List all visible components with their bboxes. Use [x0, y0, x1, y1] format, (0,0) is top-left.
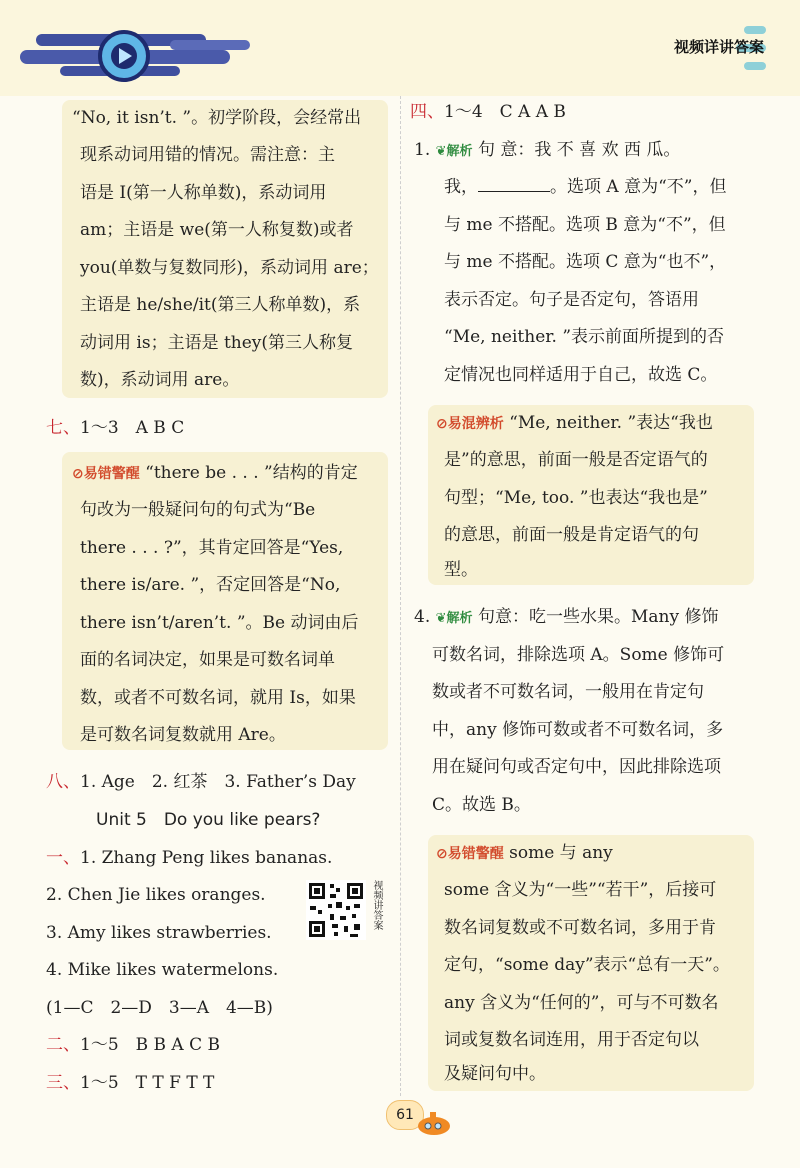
warning-icon: ⊘ [436, 846, 448, 862]
header-title: 视频详讲答案 [673, 38, 764, 56]
warning-icon: ⊘ [436, 416, 448, 432]
answer-line: 3. Amy likes strawberries. [46, 923, 272, 943]
answer-text: 1～4 C A A B [444, 102, 566, 122]
section-number: 一、 [46, 848, 80, 868]
answer-line: 4. Mike likes watermelons. [46, 960, 279, 980]
explanation-line: 表示否定。句子是否定句，答语用 [444, 290, 699, 310]
explanation-line: 可数名词，排除选项 A。Some 修饰可 [432, 645, 725, 665]
note-line: there . . . ?”，其肯定回答是“Yes, [80, 538, 344, 558]
answer-q2 [46, 1027, 220, 1065]
answer-text: 1. Age 2. 红茶 3. Father’s Day [80, 772, 356, 792]
note-line [436, 405, 713, 444]
note-line: 面的名词决定，如果是可数名词单 [80, 650, 335, 670]
explanation-line: 与 me 不搭配。选项 C 意为“也不”， [444, 252, 727, 272]
note-line: you(单数与复数同形)，系动词用 are； [80, 258, 379, 278]
note-line: 语是 I(第一人称单数)，系动词用 [80, 183, 327, 203]
answer-q7 [46, 410, 184, 448]
explanation-1 [414, 132, 680, 171]
note-line: there isn’t/aren’t. ”。Be 动词由后 [80, 613, 359, 633]
answer-q1 [46, 840, 332, 878]
note-line: 数)，系动词用 are。 [80, 370, 240, 390]
note-first-line: some 与 any [509, 843, 613, 863]
explanation-line: 中，any 修饰可数或者不可数名词，多 [432, 720, 724, 740]
note-first-line: “Me, neither. ”表达“我也 [509, 413, 713, 433]
section-number: 七、 [46, 418, 80, 438]
analysis-tag: ❦解析 [435, 611, 473, 626]
warning-tag: ⊘易错警醒 [436, 846, 504, 862]
note-line [436, 835, 613, 874]
note-first-line: “there be . . . ”结构的肯定 [145, 463, 358, 483]
warning-tag: ⊘易错警醒 [72, 466, 140, 482]
note-line: 动词用 is；主语是 they(第三人称复 [80, 333, 354, 353]
unit-title: Unit 5 Do you like pears? [96, 810, 321, 830]
explanation-line [444, 169, 726, 207]
answer-line: (1—C 2—D 3—A 4—B) [46, 998, 273, 1018]
answer-text: 1～3 A B C [80, 418, 185, 438]
answer-text: 1～5 B B A C B [80, 1035, 221, 1055]
note-line: 句改为一般疑问句的句式为“Be [80, 500, 316, 520]
explanation-line: 数或者不可数名词，一般用在肯定句 [432, 682, 704, 702]
note-line: 数，或者不可数名词，就用 Is，如果 [80, 688, 356, 708]
confusion-tag: ⊘易混辨析 [436, 416, 504, 432]
page-number: 61 [386, 1100, 424, 1130]
answer-q3 [46, 1065, 214, 1103]
explanation-first-line: 句意：吃一些水果。Many 修饰 [477, 607, 719, 627]
answer-text: 1. Zhang Peng likes bananas. [80, 848, 333, 868]
warning-icon: ⊘ [72, 466, 84, 482]
submarine-icon [412, 1108, 454, 1138]
qr-label: 视频讲答案 [371, 880, 382, 930]
section-number: 三、 [46, 1073, 80, 1093]
note-line: 句型；“Me, too. ”也表达“我也是” [444, 488, 708, 508]
explanation-4 [414, 599, 718, 638]
section-number: 四、 [410, 102, 444, 122]
answer-q4 [410, 94, 566, 132]
leaf-icon: ❦ [435, 611, 447, 626]
section-number: 二、 [46, 1035, 80, 1055]
item-number: 4. [414, 607, 431, 627]
explanation-line: 与 me 不搭配。选项 B 意为“不”，但 [444, 215, 726, 235]
note-line: 主语是 he/she/it(第三人称单数)，系 [80, 295, 361, 315]
note-line: 的意思，前面一般是肯定语气的句 [444, 525, 699, 545]
note-line: 是”的意思，前面一般是否定语气的 [444, 450, 708, 470]
note-line: some 含义为“一些”“若干”，后接可 [444, 880, 717, 900]
blank-suffix: 。选项 A 意为“不”，但 [550, 177, 727, 197]
item-number: 1. [414, 140, 431, 160]
note-line: 型。 [444, 560, 478, 580]
blank-prefix: 我， [444, 177, 478, 197]
qr-code-icon[interactable] [306, 880, 366, 940]
answer-q8 [46, 764, 356, 802]
analysis-tag: ❦解析 [435, 144, 473, 159]
answer-blank [478, 169, 550, 192]
explanation-first-line: 句 意：我 不 喜 欢 西 瓜。 [477, 140, 681, 160]
note-line: 数名词复数或不可数名词，多用于肯 [444, 918, 716, 938]
explanation-line: C。故选 B。 [432, 795, 531, 815]
column-divider [400, 96, 401, 1096]
explanation-line: “Me, neither. ”表示前面所提到的否 [444, 327, 725, 347]
answer-line: 2. Chen Jie likes oranges. [46, 885, 266, 905]
explanation-line: 用在疑问句或否定句中，因此排除选项 [432, 757, 721, 777]
note-line: there is/are. ”，否定回答是“No, [80, 575, 341, 595]
note-line [72, 455, 358, 494]
note-line: any 含义为“任何的”，可与不可数名 [444, 993, 719, 1013]
leaf-icon: ❦ [435, 144, 447, 159]
explanation-line: 定情况也同样适用于自己，故选 C。 [444, 365, 718, 385]
note-line: 词或复数名词连用，用于否定句以 [444, 1030, 699, 1050]
section-number: 八、 [46, 772, 80, 792]
note-line: 定句，“some day”表示“总有一天”。 [444, 955, 730, 975]
note-line: “No, it isn’t. ”。初学阶段，会经常出 [72, 108, 362, 128]
note-line: am；主语是 we(第一人称复数)或者 [80, 220, 354, 240]
note-line: 现系动词用错的情况。需注意：主 [80, 145, 335, 165]
answer-text: 1～5 T T F T T [80, 1073, 215, 1093]
note-line: 及疑问句中。 [444, 1064, 546, 1084]
note-line: 是可数名词复数就用 Are。 [80, 725, 286, 745]
